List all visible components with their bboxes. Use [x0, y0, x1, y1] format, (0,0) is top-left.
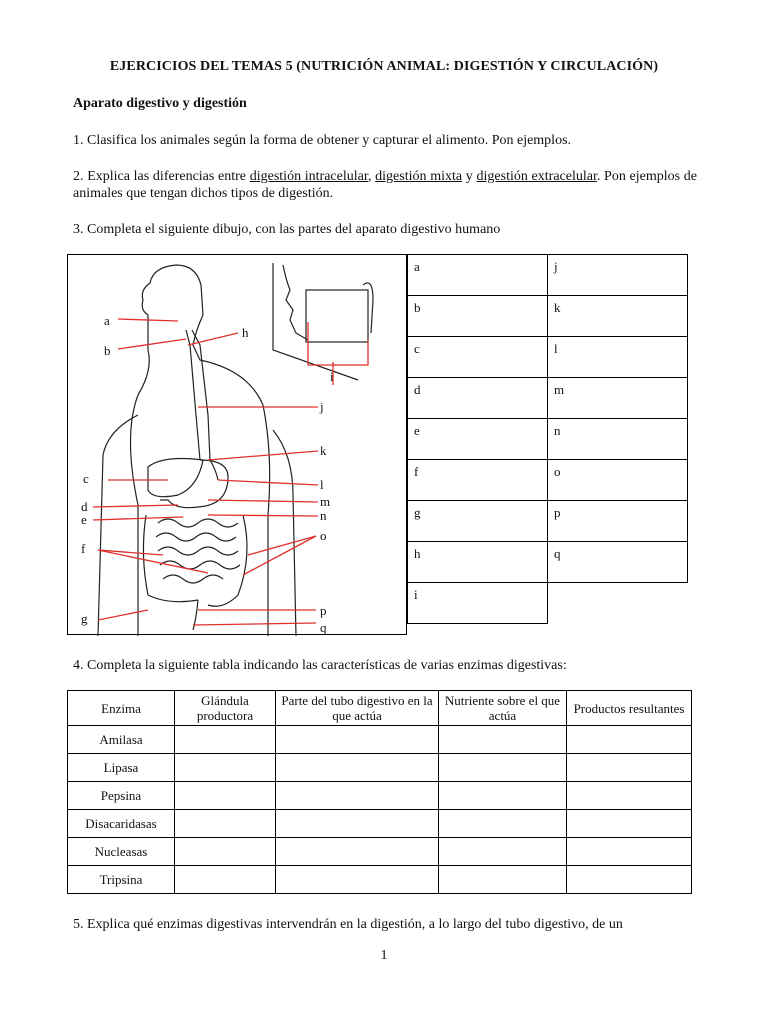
- answer-cell[interactable]: [276, 754, 439, 782]
- answer-cell[interactable]: [175, 838, 276, 866]
- answer-cell[interactable]: [439, 810, 567, 838]
- answer-cell[interactable]: [175, 754, 276, 782]
- label-answer-table: [407, 254, 688, 624]
- arm-right: [273, 430, 296, 636]
- term-digestion-intracelular: digestión intracelular: [249, 169, 368, 184]
- enzyme-name: Amilasa: [68, 726, 175, 754]
- answer-cell[interactable]: [567, 754, 692, 782]
- section-heading: Aparato digestivo y digestión: [73, 96, 247, 111]
- answer-cell[interactable]: [567, 838, 692, 866]
- diagram-label-n: n: [320, 508, 327, 523]
- diagram-label-k: k: [320, 443, 327, 458]
- diagram-label-g: g: [81, 611, 88, 626]
- answer-cell[interactable]: [567, 810, 692, 838]
- answer-cell[interactable]: [439, 754, 567, 782]
- answer-cell[interactable]: [276, 866, 439, 894]
- answer-cell[interactable]: [439, 782, 567, 810]
- label-cell-f[interactable]: f: [408, 460, 548, 501]
- diagram-label-j: j: [320, 399, 324, 414]
- document-title: EJERCICIOS DEL TEMAS 5 (NUTRICIÓN ANIMAL: DIGESTIÓN Y CIRCULACIÓN): [109, 59, 659, 74]
- header-enzima: Enzima: [68, 691, 175, 726]
- header-productos: Productos resultantes: [567, 691, 692, 726]
- label-cell-g[interactable]: g: [408, 501, 548, 542]
- small-intestine: [156, 519, 240, 583]
- question-4: 4. Completa la siguiente tabla indicando las características de varias enzimas digestivas:: [73, 658, 567, 673]
- answer-cell[interactable]: [276, 810, 439, 838]
- page-number: 1: [380, 948, 388, 963]
- answer-cell[interactable]: [175, 726, 276, 754]
- answer-cell[interactable]: [567, 726, 692, 754]
- diagram-label-l: l: [320, 477, 324, 492]
- label-cell-c[interactable]: c: [408, 337, 548, 378]
- diagram-label-d: d: [81, 499, 88, 514]
- arm-left: [98, 415, 138, 636]
- header-glandula: Glándula productora: [175, 691, 276, 726]
- term-digestion-mixta: digestión mixta: [375, 169, 463, 184]
- label-cell-e[interactable]: e: [408, 419, 548, 460]
- header-nutriente: Nutriente sobre el que actúa: [439, 691, 567, 726]
- enzyme-name: Disacaridasas: [68, 810, 175, 838]
- label-cell-o[interactable]: o: [548, 460, 688, 501]
- enzyme-name: Nucleasas: [68, 838, 175, 866]
- answer-cell[interactable]: [175, 810, 276, 838]
- question-2: [73, 168, 697, 202]
- answer-cell[interactable]: [276, 782, 439, 810]
- question-3: 3. Completa el siguiente dibujo, con las partes del aparato digestivo humano: [73, 222, 501, 237]
- esophagus: [186, 330, 210, 460]
- label-cell-n[interactable]: n: [548, 419, 688, 460]
- label-cell-j[interactable]: j: [548, 255, 688, 296]
- liver: [148, 459, 203, 497]
- label-cell-k[interactable]: k: [548, 296, 688, 337]
- enzyme-name: Tripsina: [68, 866, 175, 894]
- answer-cell[interactable]: [567, 866, 692, 894]
- q2-separator-2: y: [462, 169, 477, 184]
- question-5: 5. Explica qué enzimas digestivas intervendrán en la digestión, a lo largo del tubo digestivo, de un: [73, 917, 623, 932]
- answer-cell[interactable]: [439, 838, 567, 866]
- label-cell-i[interactable]: i: [408, 583, 548, 624]
- inset-mouth: [306, 290, 368, 342]
- diagram-label-i: i: [330, 369, 334, 384]
- label-cell-empty: [548, 583, 688, 624]
- diagram-label-c: c: [83, 471, 89, 486]
- term-digestion-extracelular: digestión extracelular: [476, 169, 597, 184]
- header-parte-tubo: Parte del tubo digestivo en la que actúa: [276, 691, 439, 726]
- enzyme-table: [67, 690, 692, 894]
- label-cell-m[interactable]: m: [548, 378, 688, 419]
- answer-cell[interactable]: [175, 866, 276, 894]
- diagram-label-q: q: [320, 620, 327, 635]
- label-cell-a[interactable]: a: [408, 255, 548, 296]
- diagram-label-m: m: [320, 494, 331, 509]
- diagram-label-e: e: [81, 512, 87, 527]
- enzyme-name: Lipasa: [68, 754, 175, 782]
- inset-face: [273, 263, 358, 380]
- answer-cell[interactable]: [175, 782, 276, 810]
- label-cell-l[interactable]: l: [548, 337, 688, 378]
- label-cell-p[interactable]: p: [548, 501, 688, 542]
- large-intestine: [143, 515, 247, 606]
- digestive-diagram: [67, 254, 407, 635]
- q2-separator-1: ,: [367, 169, 376, 184]
- digestive-system-drawing: [68, 255, 408, 636]
- label-cell-b[interactable]: b: [408, 296, 548, 337]
- diagram-label-h: h: [242, 325, 249, 340]
- diagram-label-p: p: [320, 603, 327, 618]
- diagram-label-a: a: [104, 313, 110, 328]
- label-cell-h[interactable]: h: [408, 542, 548, 583]
- label-cell-q[interactable]: q: [548, 542, 688, 583]
- question-1: 1. Clasifica los animales según la forma de obtener y capturar el alimento. Pon ejemplos.: [73, 133, 572, 148]
- diagram-label-b: b: [104, 343, 111, 358]
- answer-cell[interactable]: [276, 726, 439, 754]
- enzyme-name: Pepsina: [68, 782, 175, 810]
- answer-cell[interactable]: [276, 838, 439, 866]
- answer-cell[interactable]: [567, 782, 692, 810]
- pointer-lines: [93, 319, 368, 625]
- diagram-label-o: o: [320, 528, 327, 543]
- label-cell-d[interactable]: d: [408, 378, 548, 419]
- q2-text-end: . Pon ejemplos de animales que tengan dichos tipos de digestión.: [73, 169, 698, 201]
- answer-cell[interactable]: [439, 866, 567, 894]
- answer-cell[interactable]: [439, 726, 567, 754]
- diagram-label-f: f: [81, 541, 86, 556]
- q2-text-start: 2. Explica las diferencias entre: [73, 169, 250, 184]
